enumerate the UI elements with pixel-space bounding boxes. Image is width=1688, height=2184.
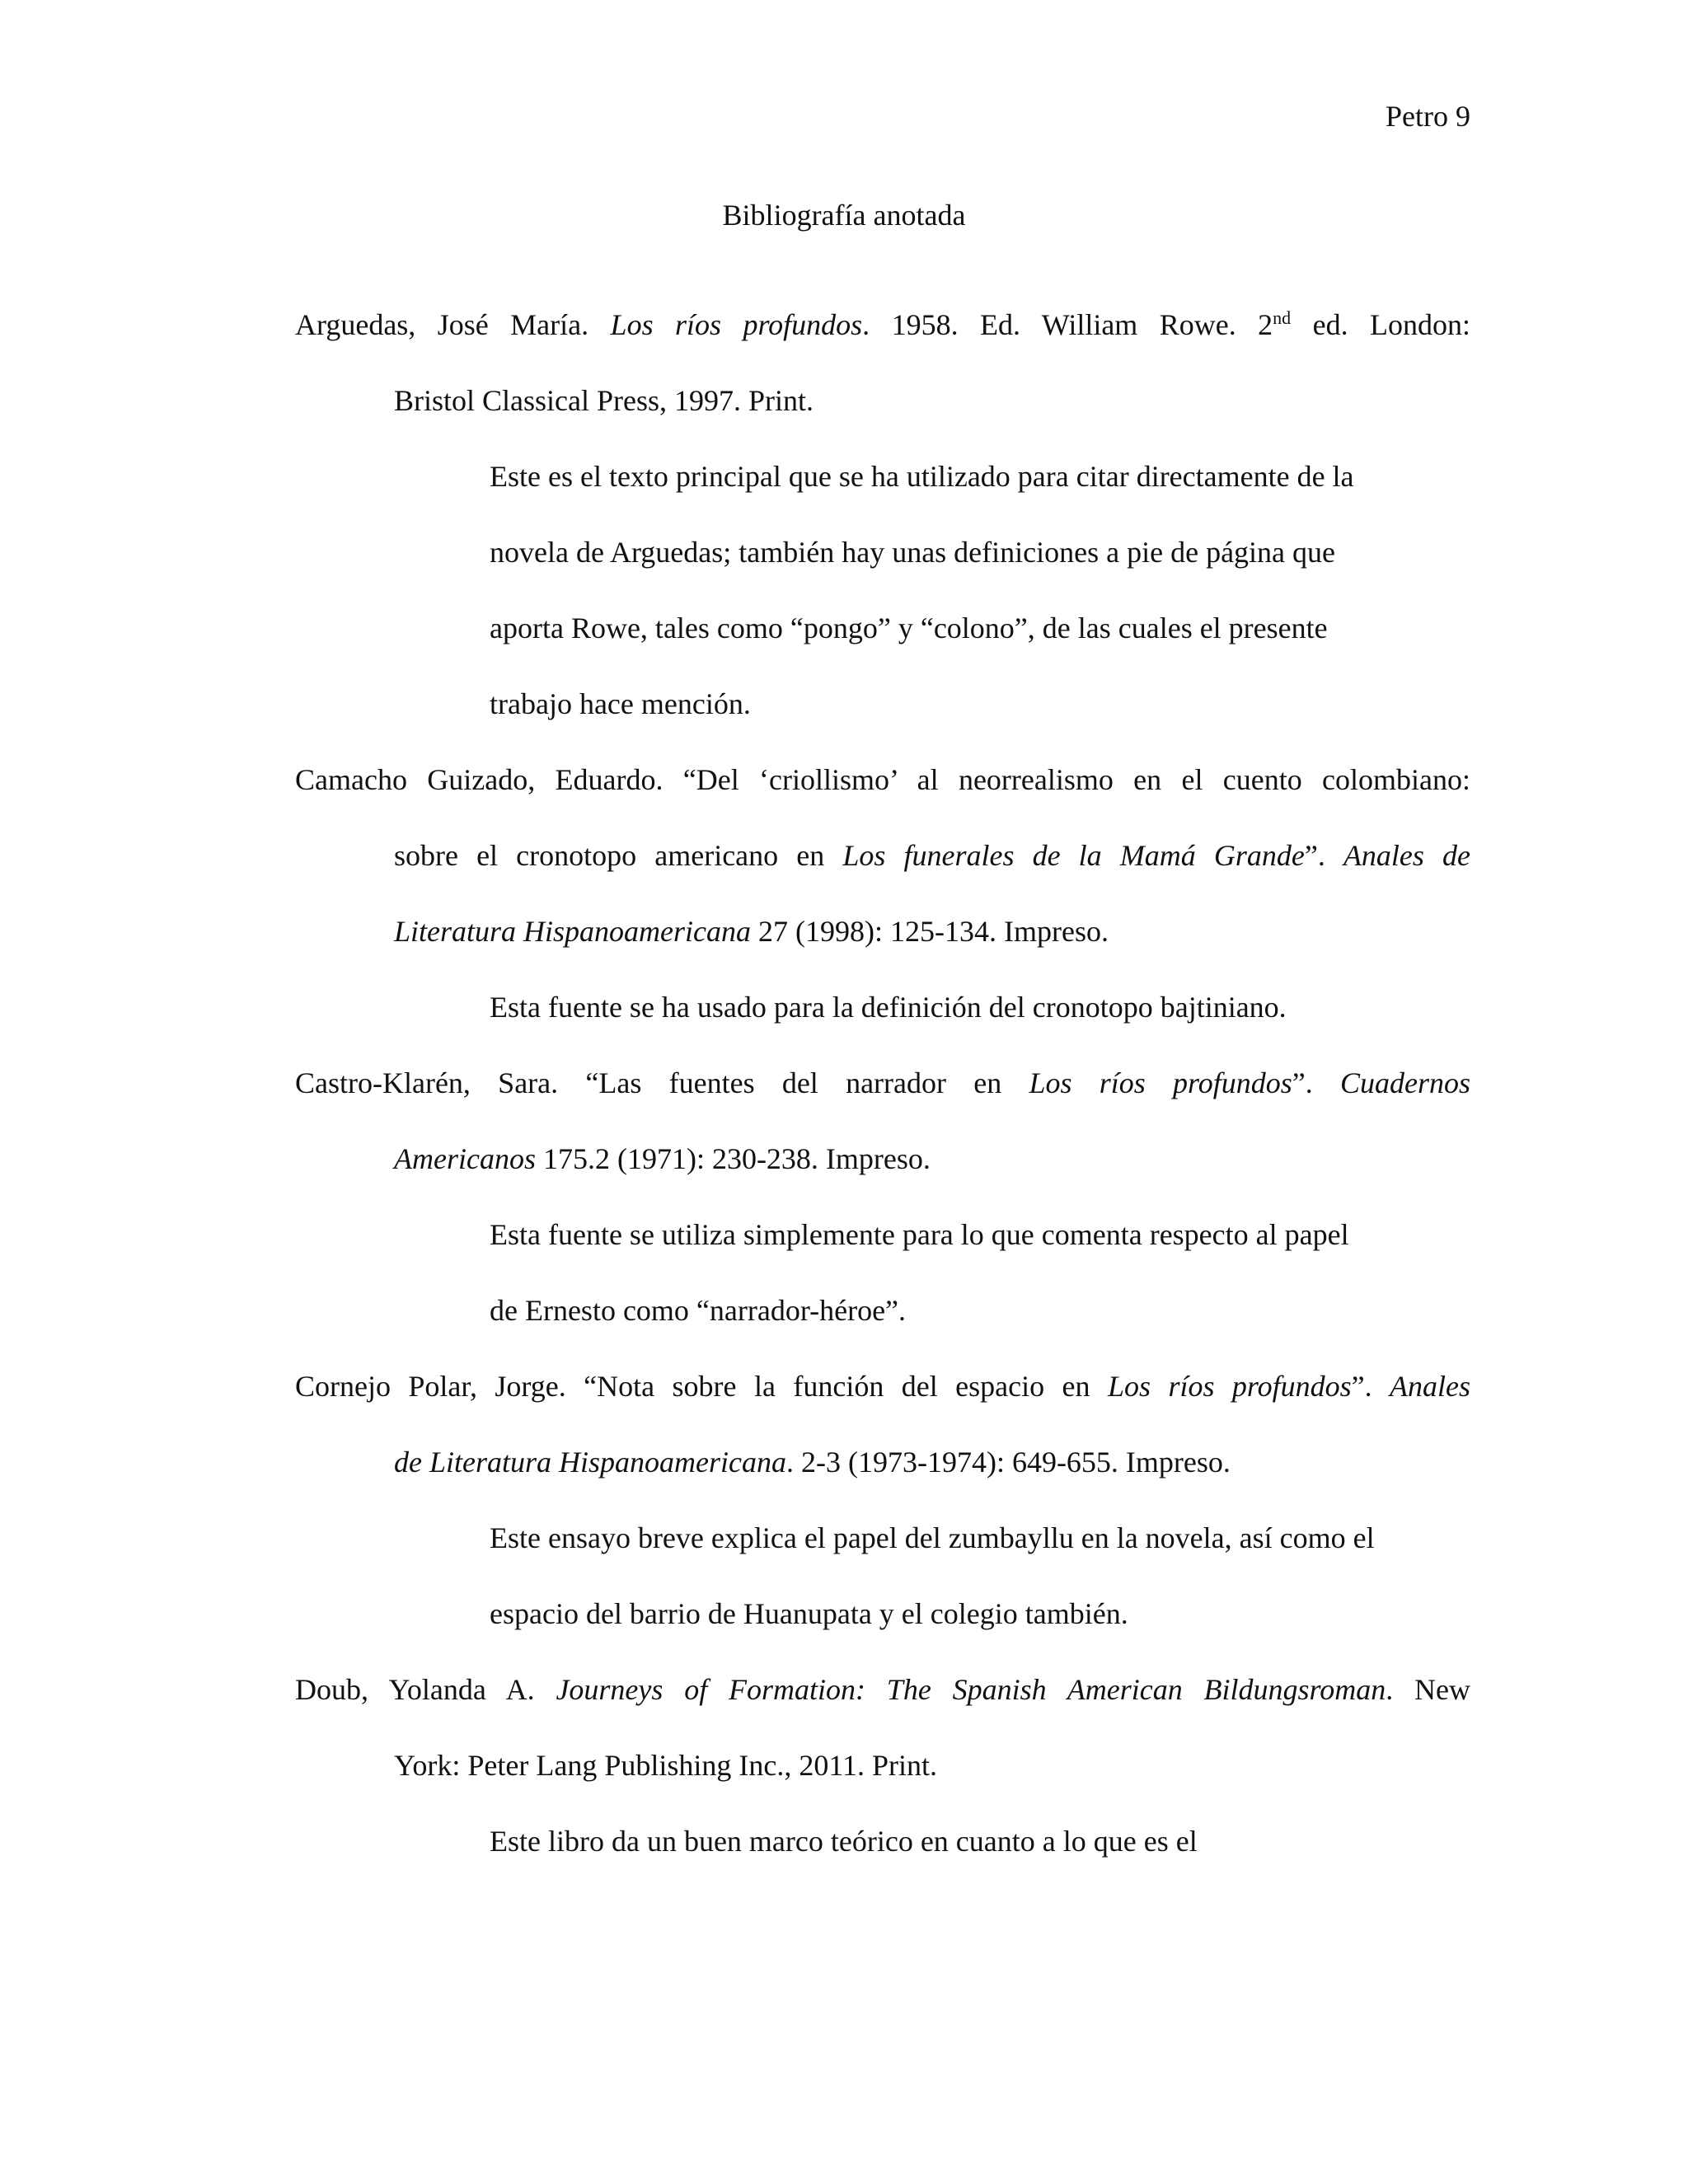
entry-title-italic: Literatura Hispanoamericana (394, 915, 752, 948)
entry-text: ”. (1304, 839, 1343, 872)
page-title: Bibliografía anotada (722, 199, 966, 232)
entry-text: Arguedas, José María. (295, 308, 611, 341)
entry-title-italic: Anales (1390, 1370, 1470, 1403)
annotation-line: Esta fuente se ha usado para la definición del cronotopo bajtiniano. (490, 991, 1287, 1024)
entry-title-italic: Los ríos profundos (610, 308, 863, 341)
entry-line: Bristol Classical Press, 1997. Print. (394, 384, 814, 417)
bibliography-entry (295, 742, 1470, 969)
annotation (295, 438, 1470, 742)
annotation-line: de Ernesto como “narrador-héroe”. (490, 1294, 907, 1327)
entry-text: . 1958. Ed. William Rowe. 2 (862, 308, 1273, 341)
entry-text: ”. (1292, 1066, 1340, 1099)
bibliography-body (295, 287, 1470, 1879)
entry-line: York: Peter Lang Publishing Inc., 2011. Print. (394, 1749, 938, 1782)
annotation (295, 1197, 1470, 1348)
entry-line (295, 818, 1470, 893)
entry-text: sobre el cronotopo americano en (394, 839, 843, 872)
entry-text: . 2-3 (1973-1974): 649-655. Impreso. (785, 1446, 1231, 1479)
bibliography-entry (295, 1348, 1470, 1500)
bibliography-entry (295, 1045, 1470, 1197)
annotation-line: Esta fuente se utiliza simplemente para lo que comenta respecto al papel (490, 1218, 1349, 1251)
page-header: Petro 9 (1386, 100, 1470, 133)
entry-line (295, 287, 1470, 363)
entry-text: ed. London: (1291, 308, 1470, 341)
annotation (295, 1803, 1470, 1879)
entry-title-italic: Anales de (1343, 839, 1471, 872)
annotation-line: novela de Arguedas; también hay unas definiciones a pie de página que (490, 536, 1335, 569)
entry-title-italic: Los ríos profundos (1029, 1066, 1292, 1099)
entry-line (295, 1121, 1470, 1197)
entry-title-italic: Los funerales de la Mamá Grande (842, 839, 1305, 872)
entry-text: 175.2 (1971): 230-238. Impreso. (535, 1142, 931, 1175)
entry-title-italic: Los ríos profundos (1107, 1370, 1352, 1403)
entry-line: Camacho Guizado, Eduardo. “Del ‘criollismo’ al neorrealismo en el cuento colombiano: (295, 763, 1470, 796)
entry-line (295, 893, 1470, 969)
annotation-line: Este libro da un buen marco teórico en cuanto a lo que es el (490, 1825, 1198, 1858)
superscript: nd (1273, 307, 1292, 328)
entry-line (295, 1348, 1470, 1424)
annotation-line: Este ensayo breve explica el papel del zumbayllu en la novela, así como el (490, 1521, 1375, 1554)
entry-text: Castro-Klarén, Sara. “Las fuentes del narrador en (295, 1066, 1029, 1099)
annotation (295, 1500, 1470, 1652)
entry-title-italic: de Literatura Hispanoamericana (394, 1446, 786, 1479)
entry-text: Cornejo Polar, Jorge. “Nota sobre la función del espacio en (295, 1370, 1108, 1403)
annotation-line: trabajo hace mención. (490, 687, 751, 720)
entry-title-italic: Journeys of Formation: The Spanish American Bildungsroman (556, 1673, 1386, 1706)
bibliography-entry (295, 1652, 1470, 1803)
bibliography-entry (295, 287, 1470, 438)
entry-text: Doub, Yolanda A. (295, 1673, 556, 1706)
entry-line (295, 1652, 1470, 1727)
entry-title-italic: Americanos (394, 1142, 536, 1175)
annotation-line: espacio del barrio de Huanupata y el colegio también. (490, 1597, 1128, 1630)
entry-text: 27 (1998): 125-134. Impreso. (751, 915, 1109, 948)
annotation-line: aporta Rowe, tales como “pongo” y “colono”, de las cuales el presente (490, 612, 1328, 644)
entry-line (295, 1045, 1470, 1121)
entry-title-italic: Cuadernos (1340, 1066, 1471, 1099)
entry-text: ”. (1351, 1370, 1390, 1403)
entry-line (295, 1424, 1470, 1500)
entry-text: . New (1386, 1673, 1470, 1706)
annotation (295, 969, 1470, 1045)
annotation-line: Este es el texto principal que se ha utilizado para citar directamente de la (490, 460, 1354, 493)
